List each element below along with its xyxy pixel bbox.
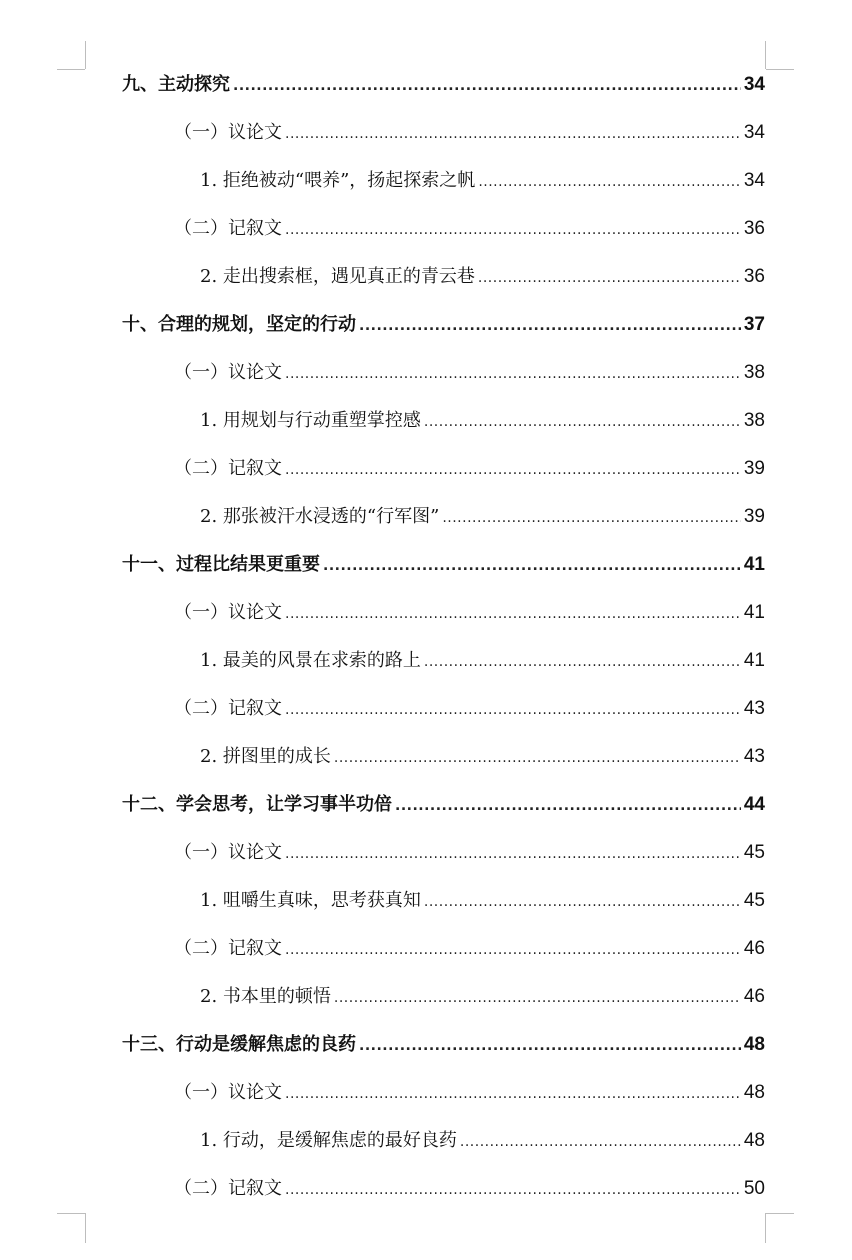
toc-entry-page: 45: [743, 890, 765, 911]
toc-entry-page: 34: [743, 170, 765, 191]
toc-entry-title: （一）议论文: [174, 362, 282, 383]
toc-entry-title: 2. 走出搜索框，遇见真正的青云巷: [200, 266, 475, 287]
toc-entry-title: 十、合理的规划，坚定的行动: [122, 314, 356, 335]
dot-leader: [285, 1175, 741, 1205]
toc-entry[interactable]: [174, 118, 765, 148]
toc-entry-page: 50: [743, 1178, 765, 1199]
toc-entry-title: （一）议论文: [174, 1082, 282, 1103]
crop-mark-top-left-h: [57, 69, 85, 70]
toc-entry[interactable]: [174, 358, 765, 388]
toc-entry-page: 41: [743, 650, 765, 671]
dot-leader: [334, 743, 741, 773]
toc-entry[interactable]: [174, 1078, 765, 1108]
dot-leader: [285, 119, 741, 149]
toc-entry[interactable]: [200, 262, 765, 292]
toc-entry-page: 46: [743, 938, 765, 959]
toc-entry-title: （一）议论文: [174, 842, 282, 863]
toc-entry-title: 1. 行动，是缓解焦虑的最好良药: [200, 1130, 457, 1151]
dot-leader: [424, 647, 741, 677]
toc-entry[interactable]: [122, 1030, 765, 1060]
toc-entry-page: 48: [743, 1034, 765, 1055]
crop-mark-top-left-v: [85, 41, 86, 69]
toc-entry-title: （二）记叙文: [174, 458, 282, 479]
toc-entry-title: （一）议论文: [174, 122, 282, 143]
dot-leader: [285, 599, 741, 629]
toc-entry[interactable]: [200, 166, 765, 196]
toc-entry-title: （二）记叙文: [174, 1178, 282, 1199]
toc-entry-page: 39: [743, 458, 765, 479]
toc-entry-page: 41: [743, 602, 765, 623]
toc-entry-page: 37: [743, 314, 765, 335]
dot-leader: [233, 71, 741, 101]
crop-mark-bottom-left-v: [85, 1213, 86, 1243]
toc-entry-page: 44: [743, 794, 765, 815]
toc-entry-page: 41: [743, 554, 765, 575]
toc-entry[interactable]: [200, 646, 765, 676]
toc-entry[interactable]: [122, 550, 765, 580]
dot-leader: [285, 935, 741, 965]
toc-entry-page: 38: [743, 410, 765, 431]
toc-entry-title: 1. 拒绝被动“喂养”，扬起探索之帆: [200, 170, 476, 191]
dot-leader: [359, 311, 741, 341]
dot-leader: [285, 359, 741, 389]
toc-entry[interactable]: [122, 310, 765, 340]
dot-leader: [395, 791, 741, 821]
toc-entry[interactable]: [200, 982, 765, 1012]
crop-mark-bottom-right-h: [766, 1213, 794, 1214]
toc-entry-page: 45: [743, 842, 765, 863]
dot-leader: [285, 215, 741, 245]
toc-entry[interactable]: [174, 214, 765, 244]
toc-entry-title: 十三、行动是缓解焦虑的良药: [122, 1034, 356, 1055]
toc-entry-page: 43: [743, 746, 765, 767]
dot-leader: [359, 1031, 741, 1061]
toc-entry-page: 36: [743, 218, 765, 239]
dot-leader: [285, 839, 741, 869]
toc-entry[interactable]: [174, 1174, 765, 1204]
crop-mark-bottom-left-h: [57, 1213, 85, 1214]
dot-leader: [323, 551, 741, 581]
toc-entry-title: （一）议论文: [174, 602, 282, 623]
toc-entry[interactable]: [200, 406, 765, 436]
toc-entry-title: 十一、过程比结果更重要: [122, 554, 320, 575]
toc-entry[interactable]: [174, 598, 765, 628]
toc-entry-title: 2. 那张被汗水浸透的“行军图”: [200, 506, 440, 527]
toc-entry[interactable]: [174, 454, 765, 484]
toc-entry[interactable]: [200, 886, 765, 916]
toc-entry[interactable]: [174, 838, 765, 868]
toc-entry-title: 1. 咀嚼生真味，思考获真知: [200, 890, 421, 911]
toc-entry[interactable]: [174, 694, 765, 724]
toc-entry[interactable]: [122, 790, 765, 820]
dot-leader: [334, 983, 741, 1013]
toc-entry-title: 1. 用规划与行动重塑掌控感: [200, 410, 421, 431]
toc-entry-page: 38: [743, 362, 765, 383]
toc-entry-title: （二）记叙文: [174, 698, 282, 719]
toc-entry-title: （二）记叙文: [174, 218, 282, 239]
dot-leader: [478, 167, 741, 197]
crop-mark-top-right-v: [765, 41, 766, 69]
toc-entry-page: 43: [743, 698, 765, 719]
toc-entry-page: 39: [743, 506, 765, 527]
toc-entry-page: 48: [743, 1130, 765, 1151]
dot-leader: [285, 455, 741, 485]
toc-entry[interactable]: [200, 742, 765, 772]
crop-mark-bottom-right-v: [765, 1213, 766, 1243]
toc-entry-title: 十二、学会思考，让学习事半功倍: [122, 794, 392, 815]
toc-entry-page: 36: [743, 266, 765, 287]
toc-entry[interactable]: [200, 502, 765, 532]
toc-entry[interactable]: [174, 934, 765, 964]
toc-entry-page: 34: [743, 122, 765, 143]
toc-entry-title: 九、主动探究: [122, 74, 230, 95]
toc-entry-page: 48: [743, 1082, 765, 1103]
dot-leader: [285, 1079, 741, 1109]
dot-leader: [424, 887, 741, 917]
toc-entry-page: 46: [743, 986, 765, 1007]
toc-entry-title: 2. 书本里的顿悟: [200, 986, 331, 1007]
toc-entry-title: （二）记叙文: [174, 938, 282, 959]
dot-leader: [442, 503, 741, 533]
toc-entry[interactable]: [200, 1126, 765, 1156]
dot-leader: [478, 263, 741, 293]
dot-leader: [285, 695, 741, 725]
toc-entry-title: 2. 拼图里的成长: [200, 746, 331, 767]
toc-entry-page: 34: [743, 74, 765, 95]
toc-entry[interactable]: [122, 70, 765, 100]
crop-mark-top-right-h: [766, 69, 794, 70]
toc-entry-title: 1. 最美的风景在求索的路上: [200, 650, 421, 671]
dot-leader: [424, 407, 741, 437]
dot-leader: [460, 1127, 741, 1157]
